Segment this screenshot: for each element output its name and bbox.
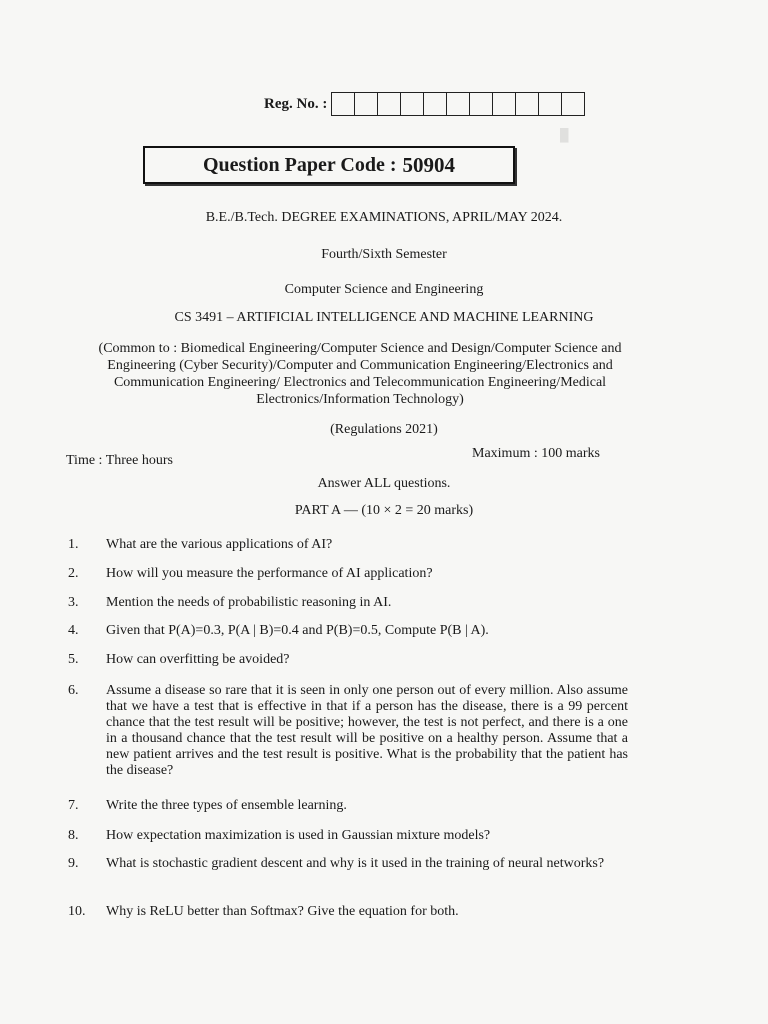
reg-number-box (378, 93, 401, 115)
reg-number-box (562, 93, 584, 115)
question-item (68, 537, 628, 553)
question-text: How expectation maximization is used in Gaussian mixture models? (106, 828, 491, 843)
question-item (68, 828, 628, 844)
question-number: 2. (68, 566, 79, 581)
question-item (68, 595, 628, 611)
reg-number-box (424, 93, 447, 115)
question-number: 5. (68, 652, 79, 667)
course-title: CS 3491 – ARTIFICIAL INTELLIGENCE AND MACHINE LEARNING (174, 310, 594, 325)
reg-number-box (539, 93, 562, 115)
question-paper-code-box (143, 146, 515, 184)
question-number: 6. (68, 683, 79, 698)
question-number: 7. (68, 798, 79, 813)
bleed-through-text: █ (560, 128, 569, 142)
question-item (68, 904, 628, 920)
question-text: Given that P(A)=0.3, P(A | B)=0.4 and P(B)=0.5, Compute P(B | A). (106, 623, 489, 638)
question-text: How can overfitting be avoided? (106, 652, 290, 667)
question-number: 3. (68, 595, 79, 610)
reg-number-boxes (331, 92, 585, 116)
reg-number-box (447, 93, 470, 115)
question-item (68, 798, 628, 814)
exam-duration: Time : Three hours (66, 453, 173, 468)
reg-number-box (493, 93, 516, 115)
question-item (68, 683, 628, 779)
question-paper-code-number: 50904 (402, 152, 455, 177)
reg-number-box (516, 93, 539, 115)
question-text: What are the various applications of AI? (106, 537, 333, 552)
reg-number-label: Reg. No. : (264, 95, 328, 112)
question-number: 1. (68, 537, 79, 552)
question-number: 9. (68, 856, 79, 871)
question-text: Why is ReLU better than Softmax? Give the equation for both. (106, 904, 459, 919)
question-text: How will you measure the performance of AI application? (106, 566, 433, 581)
reg-number-box (332, 93, 355, 115)
question-item (68, 856, 628, 872)
question-paper-code-label: Question Paper Code : (202, 153, 397, 176)
instructions: Answer ALL questions. (317, 476, 451, 491)
reg-number-box (355, 93, 378, 115)
exam-title: B.E./B.Tech. DEGREE EXAMINATIONS, APRIL/MAY 2024. (205, 210, 563, 225)
question-item (68, 652, 628, 668)
question-number: 4. (68, 623, 79, 638)
reg-number-box (470, 93, 493, 115)
question-text: Assume a disease so rare that it is seen in only one person out of every million. Also assume that we have a test that is effective in that if a person has the disease, there is a 99 percent chance that the test result will be positive; however, the test is not perfect, and there is a one in a thousand chance that the test result will be positive on a healthy person. Assume that a new patient arrives and the test result is positive. What is the probability that the patient has the disease? (106, 683, 628, 778)
semester: Fourth/Sixth Semester (321, 247, 447, 262)
maximum-marks: Maximum : 100 marks (472, 446, 600, 461)
question-number: 8. (68, 828, 79, 843)
question-item (68, 623, 628, 639)
department: Computer Science and Engineering (284, 282, 484, 297)
question-text: Write the three types of ensemble learning. (106, 798, 347, 813)
question-text: Mention the needs of probabilistic reasoning in AI. (106, 595, 392, 610)
regulations: (Regulations 2021) (330, 422, 438, 437)
question-item (68, 566, 628, 582)
common-to-note: (Common to : Biomedical Engineering/Computer Science and Design/Computer Science and Engineering (Cyber Security)/Computer and Communication Engineering/Electronics and Communication Engineering/ Electronics and Telecommunication Engineering/Medical Electronics/Information Technology) (98, 341, 622, 407)
reg-number-section (264, 92, 585, 116)
question-text: What is stochastic gradient descent and why is it used in the training of neural networks? (106, 856, 605, 871)
reg-number-box (401, 93, 424, 115)
question-number: 10. (68, 904, 86, 919)
part-a-heading: PART A — (10 × 2 = 20 marks) (294, 503, 474, 518)
